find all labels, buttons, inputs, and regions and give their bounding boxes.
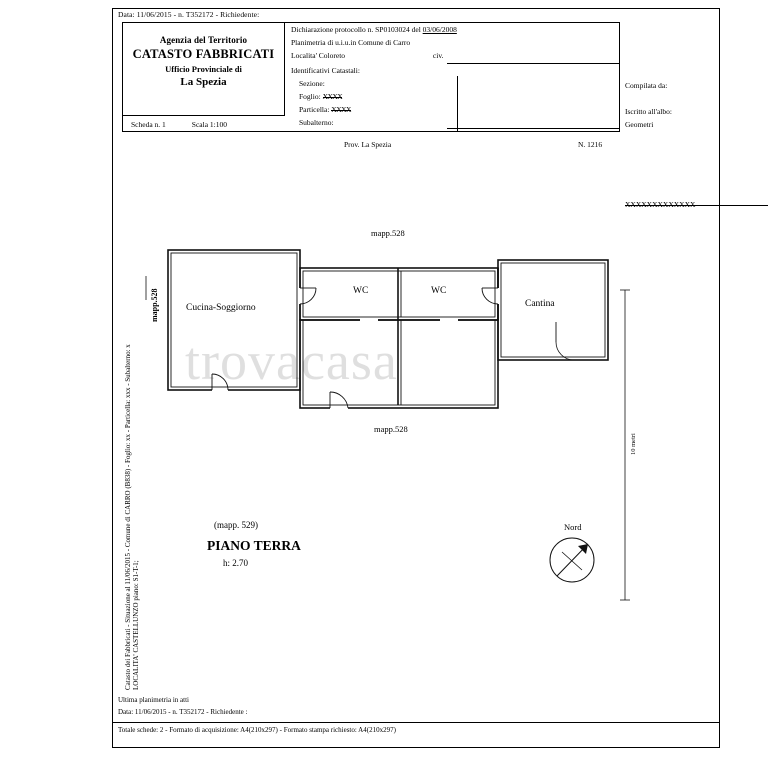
room-label-cucina-soggiorno: Cucina-Soggiorno <box>186 303 256 313</box>
declaration-date: 03/06/2008 <box>422 25 457 34</box>
footer-line-3: Totale schede: 2 - Formato di acquisizione: A4(210x297) - Formato stampa richiesto: A4(210x297) <box>118 726 396 734</box>
iscritto-value: Geometri <box>625 120 654 129</box>
nord-label: Nord <box>564 522 582 532</box>
side-text-line-1: Catasto dei Fabbricati - Situazione al 11/06/2015 - Comune di CARRO (B838) - Foglio: xx - Particella: xxx - Subalterno: x <box>124 344 132 690</box>
numero-label: N. <box>578 140 586 149</box>
compilata-title: Compilata da: <box>625 81 668 90</box>
subalterno-label: Subalterno: <box>299 118 334 127</box>
sezione-label: Sezione: <box>299 79 325 88</box>
agency-line-3: Ufficio Provinciale di <box>165 64 242 74</box>
foglio-label: Foglio: <box>299 92 321 101</box>
localita-value: Coloreto <box>318 51 346 60</box>
mapp-label-top: mapp.528 <box>371 228 405 238</box>
agency-line-1: Agenzia del Territorio <box>159 35 248 45</box>
particella-value: XXXX <box>331 105 351 114</box>
declaration-line-2: Planimetria di u.i.u.in Comune di Carro <box>291 38 411 47</box>
mapp-label-bottom: mapp.528 <box>374 424 408 434</box>
compilata-name: XXXXXXXXXXXXX <box>625 198 768 211</box>
identificativi-title: Identificativi Catastali: <box>291 66 360 75</box>
side-text-line-2: LOCALITA' CASTELLUNZO piano: S1-T-1; <box>132 560 140 690</box>
declaration-protocol: SP0103024 <box>375 25 410 34</box>
room-label-wc-2: WC <box>431 286 447 296</box>
particella-label: Particella: <box>299 105 330 114</box>
declaration-del: del <box>411 25 421 34</box>
footer-line-2: Data: 11/06/2015 - n. T352172 - Richiedente : <box>118 708 248 716</box>
foglio-value: XXXX <box>322 92 343 101</box>
watermark-trovacasa: trovacasa <box>185 331 398 391</box>
mapp-529-label: (mapp. 529) <box>214 520 258 530</box>
altezza-label: h: 2.70 <box>223 558 249 568</box>
scheda-number: Scheda n. 1 <box>131 119 166 129</box>
scheda-scale: Scala 1:100 <box>191 119 227 129</box>
footer-divider <box>112 722 720 723</box>
declaration-prefix: Dichiarazione protocollo n. <box>291 25 374 34</box>
scale-bar-label: 10 metri <box>630 433 637 455</box>
numero-value: 1216 <box>587 140 603 149</box>
agency-line-4: La Spezia <box>180 76 227 88</box>
room-label-cantina: Cantina <box>525 299 555 309</box>
localita-label: Localita' <box>291 51 317 60</box>
room-label-wc-1: WC <box>353 286 369 296</box>
mapp-vertical-label: mapp.528 <box>150 288 159 322</box>
agency-line-2: CATASTO FABBRICATI <box>132 47 275 61</box>
iscritto-label: Iscritto all'albo: <box>625 107 672 116</box>
prov-value: La Spezia <box>361 140 392 149</box>
piano-terra-title: PIANO TERRA <box>207 538 301 553</box>
prov-label: Prov. <box>344 140 360 149</box>
civ-label: civ. <box>432 51 444 60</box>
header-date-line: Data: 11/06/2015 - n. T352172 - Richiedente: <box>118 10 260 19</box>
footer-line-1: Ultima planimetria in atti <box>118 696 189 704</box>
